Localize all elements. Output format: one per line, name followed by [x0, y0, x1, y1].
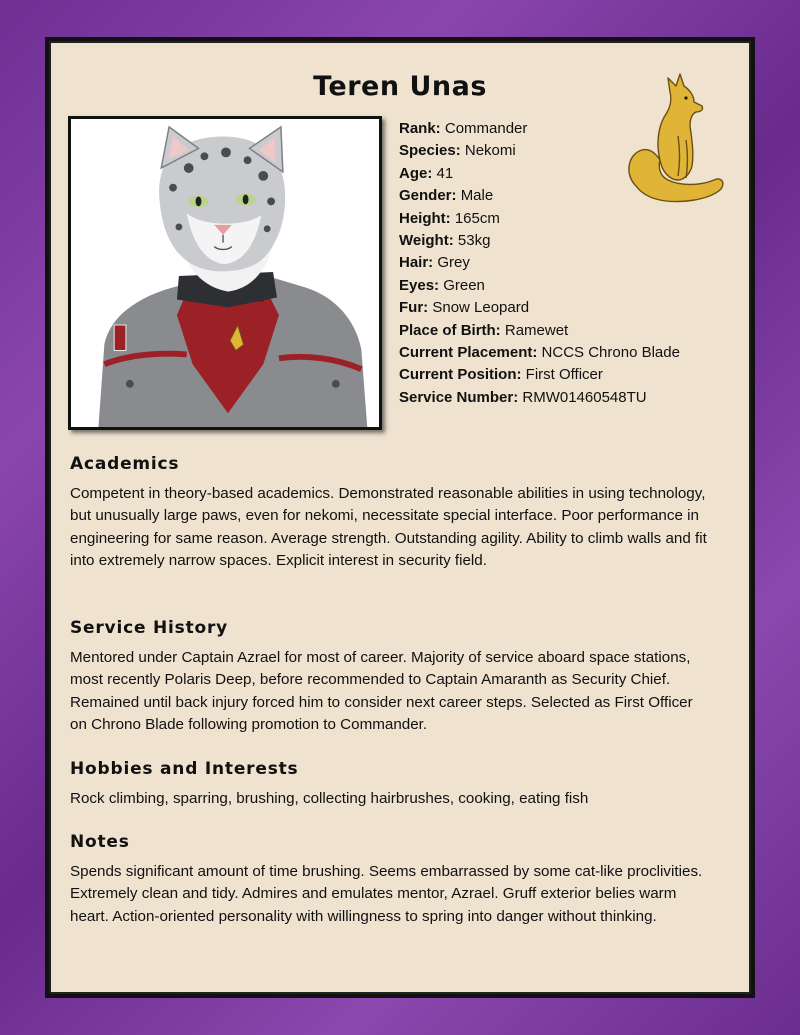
stat-label: Hair: [399, 254, 434, 272]
notes-heading: Notes [70, 832, 130, 852]
stat-label: Service Number: [399, 388, 519, 406]
character-portrait [68, 116, 382, 430]
snow-leopard-portrait-icon [71, 119, 379, 427]
stat-hair [399, 252, 729, 274]
stat-value: Nekomi [464, 142, 516, 160]
stat-label: Current Placement: [399, 344, 538, 362]
stat-label: Gender: [399, 187, 457, 205]
service-history-heading: Service History [70, 618, 229, 638]
stat-label: Species: [399, 142, 461, 160]
service-history-text: Mentored under Captain Azrael for most of career. Majority of service aboard space stations, most recently Polaris Deep, before recommended to Captain Amaranth as Security Chief. Remained until back injury forced him to consider next career steps. Selected as First Officer on Chrono Blade following promotion to Commander. [70, 649, 693, 734]
stat-service-number [399, 387, 729, 409]
stat-height [399, 208, 729, 230]
character-card [49, 41, 751, 994]
stat-eyes [399, 275, 729, 297]
card-frame [45, 37, 755, 998]
stat-place-of-birth [399, 320, 729, 342]
notes-text: Spends significant amount of time brushing. Seems embarrassed by some cat-like proclivities. Extremely clean and tidy. Admires and emulates mentor, Azrael. Gruff exterior belies warm heart. Action-oriented personality with willingness to spring into danger without thinking. [70, 863, 703, 925]
stat-gender [399, 185, 729, 207]
hobbies-heading: Hobbies and Interests [70, 759, 299, 779]
stat-value: First Officer [525, 366, 603, 384]
stat-value: Commander [444, 120, 528, 137]
stat-label: Age: [399, 164, 433, 182]
stat-value: RMW01460548TU [522, 388, 647, 406]
stat-label: Rank: [399, 120, 441, 137]
stat-value: Grey [437, 254, 470, 272]
stat-current-placement [399, 342, 729, 364]
stat-label: Eyes: [399, 276, 440, 294]
stat-value: 165cm [454, 209, 500, 227]
stat-weight [399, 230, 729, 252]
academics-heading: Academics [70, 454, 180, 474]
stat-species [399, 140, 729, 162]
stats-list [399, 118, 729, 409]
stat-label: Height: [399, 209, 451, 227]
stat-rank [399, 118, 729, 140]
stat-value: 53kg [457, 232, 491, 250]
stat-value: NCCS Chrono Blade [541, 344, 680, 362]
academics-text: Competent in theory-based academics. Demonstrated reasonable abilities in using technology, but unusually large paws, even for nekomi, necessitate special interface. Poor performance in engineering for same reason. Average strength. Outstanding agility. Ability to climb walls and fit into extremely narrow spaces. Explicit interest in security field. [70, 485, 707, 570]
stat-label: Weight: [399, 232, 454, 250]
stat-age [399, 163, 729, 185]
hobbies-text: Rock climbing, sparring, brushing, collecting hairbrushes, cooking, eating fish [70, 790, 589, 807]
stat-value: Snow Leopard [432, 299, 530, 317]
stat-label: Place of Birth: [399, 321, 501, 339]
stat-label: Current Position: [399, 366, 522, 384]
stat-current-position [399, 364, 729, 386]
stat-value: Ramewet [504, 321, 569, 339]
stat-value: 41 [436, 164, 454, 182]
stat-value: Green [443, 276, 485, 294]
stat-label: Fur: [399, 299, 429, 317]
character-name: Teren Unas [313, 71, 487, 102]
stat-fur [399, 297, 729, 319]
stat-value: Male [460, 187, 494, 205]
